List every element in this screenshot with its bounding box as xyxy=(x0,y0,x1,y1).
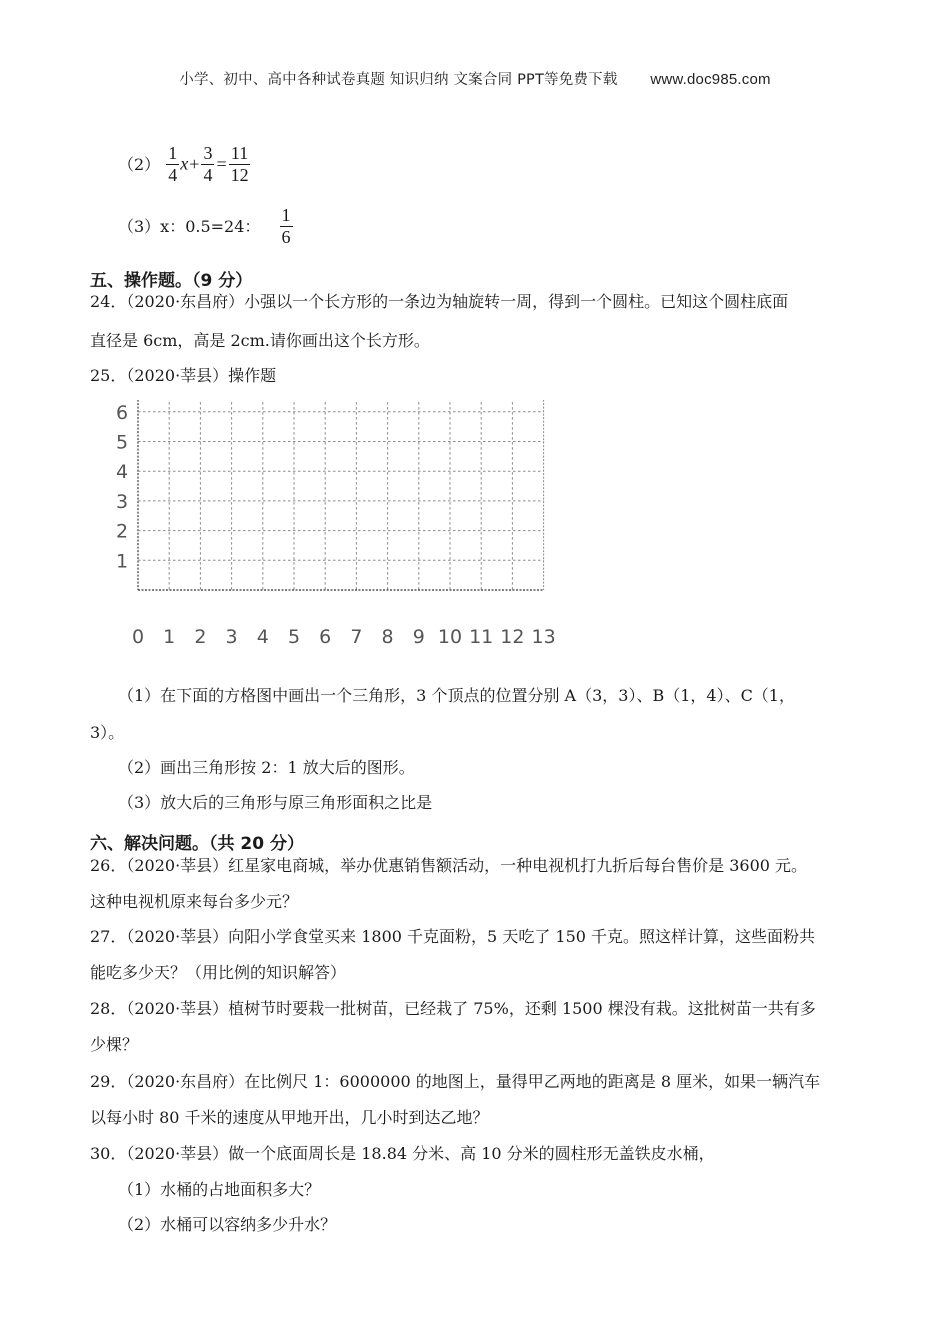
coordinate-grid[interactable] xyxy=(105,400,575,660)
eq2-f2-den: 4 xyxy=(203,164,213,185)
x-tick-label: 4 xyxy=(256,626,269,648)
x-tick-label: 12 xyxy=(500,626,525,648)
eq2-f1-num: 1 xyxy=(168,143,178,163)
section-5-title: 五、操作题。（9 分） xyxy=(90,271,253,291)
y-tick-label: 5 xyxy=(115,431,129,454)
q25-sub1-line-1: （1）在下面的方格图中画出一个三角形，3 个顶点的位置分别 A（3，3）、B（1，4）、C（1， xyxy=(118,686,795,705)
q29-line-2: 以每小时 80 千米的速度从甲地开出，几小时到达乙地？ xyxy=(90,1108,489,1127)
x-tick-label: 8 xyxy=(381,626,394,648)
eq2-f3-num: 11 xyxy=(230,143,249,163)
x-tick-label: 2 xyxy=(194,626,207,648)
eq3-fraction xyxy=(280,206,293,247)
q25-sub3: （3）放大后的三角形与原三角形面积之比是 xyxy=(118,793,433,812)
grid-svg xyxy=(105,400,575,660)
q30-line-1: 30．（2020·莘县）做一个底面周长是 18.84 分米、高 10 分米的圆柱形无盖铁皮水桶， xyxy=(90,1144,715,1163)
eq2-fraction-1 xyxy=(166,144,179,185)
y-tick-label: 6 xyxy=(115,401,129,424)
section-6-title: 六、解决问题。（共 20 分） xyxy=(90,834,304,854)
eq2-variable: x xyxy=(180,153,189,174)
x-tick-label: 3 xyxy=(225,626,238,648)
x-tick-label: 5 xyxy=(287,626,301,648)
eq2-f3-den: 12 xyxy=(230,164,249,185)
q25-title: 25．（2020·莘县）操作题 xyxy=(90,366,277,385)
eq3-f-den: 6 xyxy=(281,226,291,247)
y-tick-label: 3 xyxy=(115,490,129,513)
equation-3 xyxy=(118,206,294,247)
x-tick-label: 9 xyxy=(412,626,425,648)
page-header xyxy=(0,68,950,89)
q30-sub1: （1）水桶的占地面积多大？ xyxy=(118,1180,321,1199)
y-axis-labels xyxy=(116,400,128,572)
equation-2 xyxy=(118,144,252,185)
x-axis-labels xyxy=(132,626,556,648)
q24-line-2: 直径是 6cm，高是 2cm.请你画出这个长方形。 xyxy=(90,331,430,350)
grid-lines xyxy=(138,400,544,590)
y-tick-label: 4 xyxy=(115,461,129,484)
y-tick-label: 1 xyxy=(115,550,129,573)
x-tick-label: 7 xyxy=(350,626,363,648)
eq3-f-num: 1 xyxy=(281,205,291,225)
q27-line-1: 27．（2020·莘县）向阳小学食堂买来 1800 千克面粉，5 天吃了 150 千克。照这样计算，这些面粉共 xyxy=(90,927,816,946)
q26-line-1: 26．（2020·莘县）红星家电商城，举办优惠销售额活动，一种电视机打九折后每台售价是 3600 元。 xyxy=(90,856,808,875)
x-tick-label: 11 xyxy=(469,626,494,648)
x-tick-label: 1 xyxy=(163,626,176,648)
eq2-equals: = xyxy=(216,153,227,174)
eq2-f2-num: 3 xyxy=(203,143,213,163)
q24-line-1: 24．（2020·东昌府）小强以一个长方形的一条边为轴旋转一周，得到一个圆柱。已知这个圆柱底面 xyxy=(90,292,789,311)
eq2-label: （2） xyxy=(118,154,161,174)
x-tick-label: 13 xyxy=(531,626,556,648)
q25-sub2: （2）画出三角形按 2：1 放大后的图形。 xyxy=(118,758,415,777)
q26-line-2: 这种电视机原来每台多少元？ xyxy=(90,892,299,911)
x-tick-label: 10 xyxy=(437,626,463,648)
q25-sub1-line-2: 3）。 xyxy=(90,723,125,742)
header-url[interactable]: www.doc985.com xyxy=(650,71,771,88)
eq2-plus: + xyxy=(189,153,200,174)
x-tick-label: 0 xyxy=(131,626,145,648)
eq2-f1-den: 4 xyxy=(168,164,178,185)
q27-line-2: 能吃多少天？（用比例的知识解答） xyxy=(90,963,347,982)
q28-line-1: 28．（2020·莘县）植树节时要栽一批树苗，已经栽了 75%，还剩 1500 棵没有栽。这批树苗一共有多 xyxy=(90,999,816,1018)
eq2-fraction-3 xyxy=(229,144,251,185)
header-text: 小学、初中、高中各种试卷真题 知识归纳 文案合同 PPT等免费下载 xyxy=(179,72,618,88)
y-tick-label: 2 xyxy=(115,520,129,543)
x-tick-label: 6 xyxy=(319,626,332,648)
q29-line-1: 29．（2020·东昌府）在比例尺 1：6000000 的地图上，量得甲乙两地的距离是 8 厘米，如果一辆汽车 xyxy=(90,1072,821,1091)
eq2-fraction-2 xyxy=(201,144,214,185)
q30-sub2: （2）水桶可以容纳多少升水？ xyxy=(118,1215,337,1234)
q28-line-2: 少棵？ xyxy=(90,1035,139,1054)
eq3-text: （3）x：0.5=24： xyxy=(118,216,261,236)
